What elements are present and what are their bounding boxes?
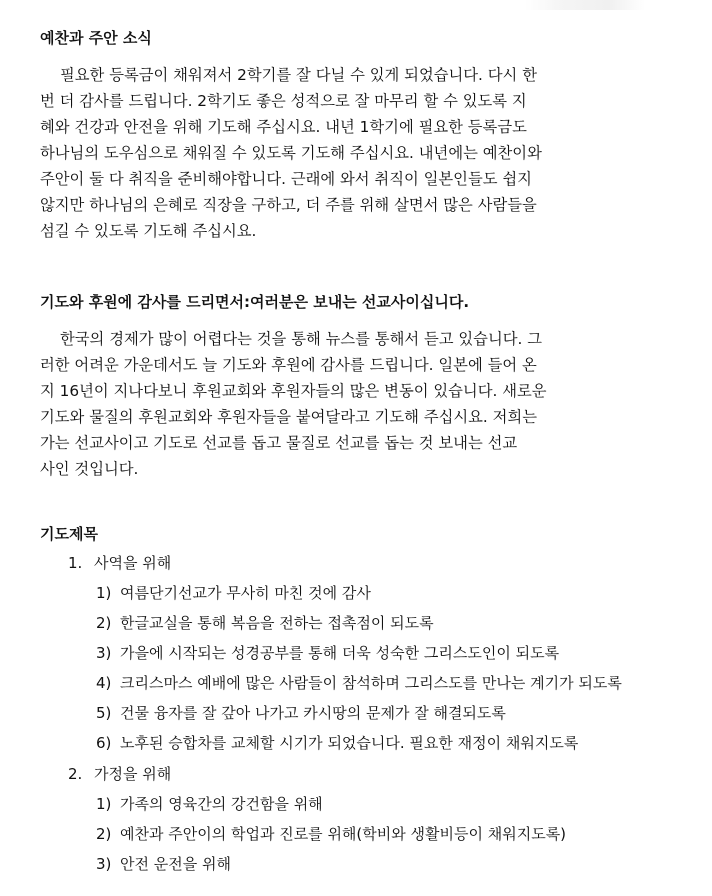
paragraph-line: 섬길 수 있도록 기도해 주십시요.: [40, 222, 257, 240]
prayer-item: [96, 703, 506, 723]
list-text: 건물 융자를 잘 갚아 나가고 카시땅의 문제가 잘 해결되도록: [120, 704, 506, 722]
list-label: 사역을 위해: [94, 554, 172, 572]
list-text: 한글교실을 통해 복음을 전하는 접촉점이 되도록: [120, 614, 434, 632]
paragraph-line: 하나님의 도우심으로 채워질 수 있도록 기도해 주십시요. 내년에는 예찬이와: [40, 144, 542, 162]
prayer-item: [96, 643, 559, 663]
list-text: 예찬과 주안이의 학업과 진로를 위해(학비와 생활비등이 채워지도록): [120, 825, 567, 843]
list-number: 3): [96, 855, 112, 873]
list-number: 3): [96, 644, 112, 662]
prayer-item: [96, 673, 622, 693]
list-text: 여름단기선교가 무사히 마친 것에 감사: [120, 584, 371, 602]
paragraph-line: 한국의 경제가 많이 어렵다는 것을 통해 뉴스를 통해서 듣고 있습니다. 그: [60, 330, 543, 348]
list-label: 가정을 위해: [94, 765, 172, 783]
list-text: 안전 운전을 위해: [120, 855, 231, 873]
list-number: 1.: [68, 554, 83, 572]
prayer-item: [96, 824, 566, 844]
prayer-item: [96, 733, 578, 753]
prayer-item: [96, 794, 323, 814]
thanks-paragraph: [40, 326, 680, 482]
paragraph-line: 가는 선교사이고 기도로 선교를 돕고 물질로 선교를 돕는 것 보내는 선교: [40, 434, 518, 452]
scan-mark: [525, 0, 645, 10]
paragraph-line: 번 더 감사를 드립니다. 2학기도 좋은 성적으로 잘 마무리 할 수 있도록 지: [40, 92, 527, 110]
prayer-group-ministry: [68, 553, 171, 573]
section-heading-prayer-topics: 기도제목: [40, 525, 98, 543]
list-text: 가족의 영육간의 강건함을 위해: [120, 795, 323, 813]
prayer-item: [96, 854, 231, 874]
prayer-item: [96, 583, 371, 603]
list-number: 6): [96, 734, 112, 752]
list-number: 2): [96, 825, 112, 843]
paragraph-line: 사인 것입니다.: [40, 460, 139, 478]
list-number: 2.: [68, 765, 83, 783]
paragraph-line: 주안이 둘 다 취직을 준비해야합니다. 근래에 와서 취직이 일본인들도 쉽지: [40, 170, 532, 188]
list-number: 5): [96, 704, 112, 722]
section-heading-family-news: 예찬과 주안 소식: [40, 29, 152, 47]
list-number: 2): [96, 614, 112, 632]
list-text: 가을에 시작되는 성경공부를 통해 더욱 성숙한 그리스도인이 되도록: [120, 644, 560, 662]
paragraph-line: 기도와 물질의 후원교회와 후원자들을 붙여달라고 기도해 주십시요. 저희는: [40, 408, 537, 426]
list-number: 4): [96, 674, 112, 692]
paragraph-line: 필요한 등록금이 채워져서 2학기를 잘 다닐 수 있게 되었습니다. 다시 한: [60, 66, 537, 84]
paragraph-line: 않지만 하나님의 은혜로 직장을 구하고, 더 주를 위해 살면서 많은 사람들을: [40, 196, 537, 214]
list-text: 노후된 승합차를 교체할 시기가 되었습니다. 필요한 재정이 채워지도록: [120, 734, 579, 752]
paragraph-line: 혜와 건강과 안전을 위해 기도해 주십시요. 내년 1학기에 필요한 등록금도: [40, 118, 527, 136]
prayer-group-family: [68, 764, 171, 784]
prayer-item: [96, 613, 434, 633]
section-heading-thanks: 기도와 후원에 감사를 드리면서:여러분은 보내는 선교사이십니다.: [40, 293, 470, 311]
paragraph-line: 지 16년이 지나다보니 후원교회와 후원자들의 많은 변동이 있습니다. 새로운: [40, 382, 547, 400]
paragraph-line: 러한 어려운 가운데서도 늘 기도와 후원에 감사를 드립니다. 일본에 들어 온: [40, 356, 537, 374]
list-number: 1): [96, 584, 112, 602]
list-text: 크리스마스 예배에 많은 사람들이 참석하며 그리스도를 만나는 계기가 되도록: [120, 674, 622, 692]
family-news-paragraph: [40, 62, 680, 244]
list-number: 1): [96, 795, 112, 813]
